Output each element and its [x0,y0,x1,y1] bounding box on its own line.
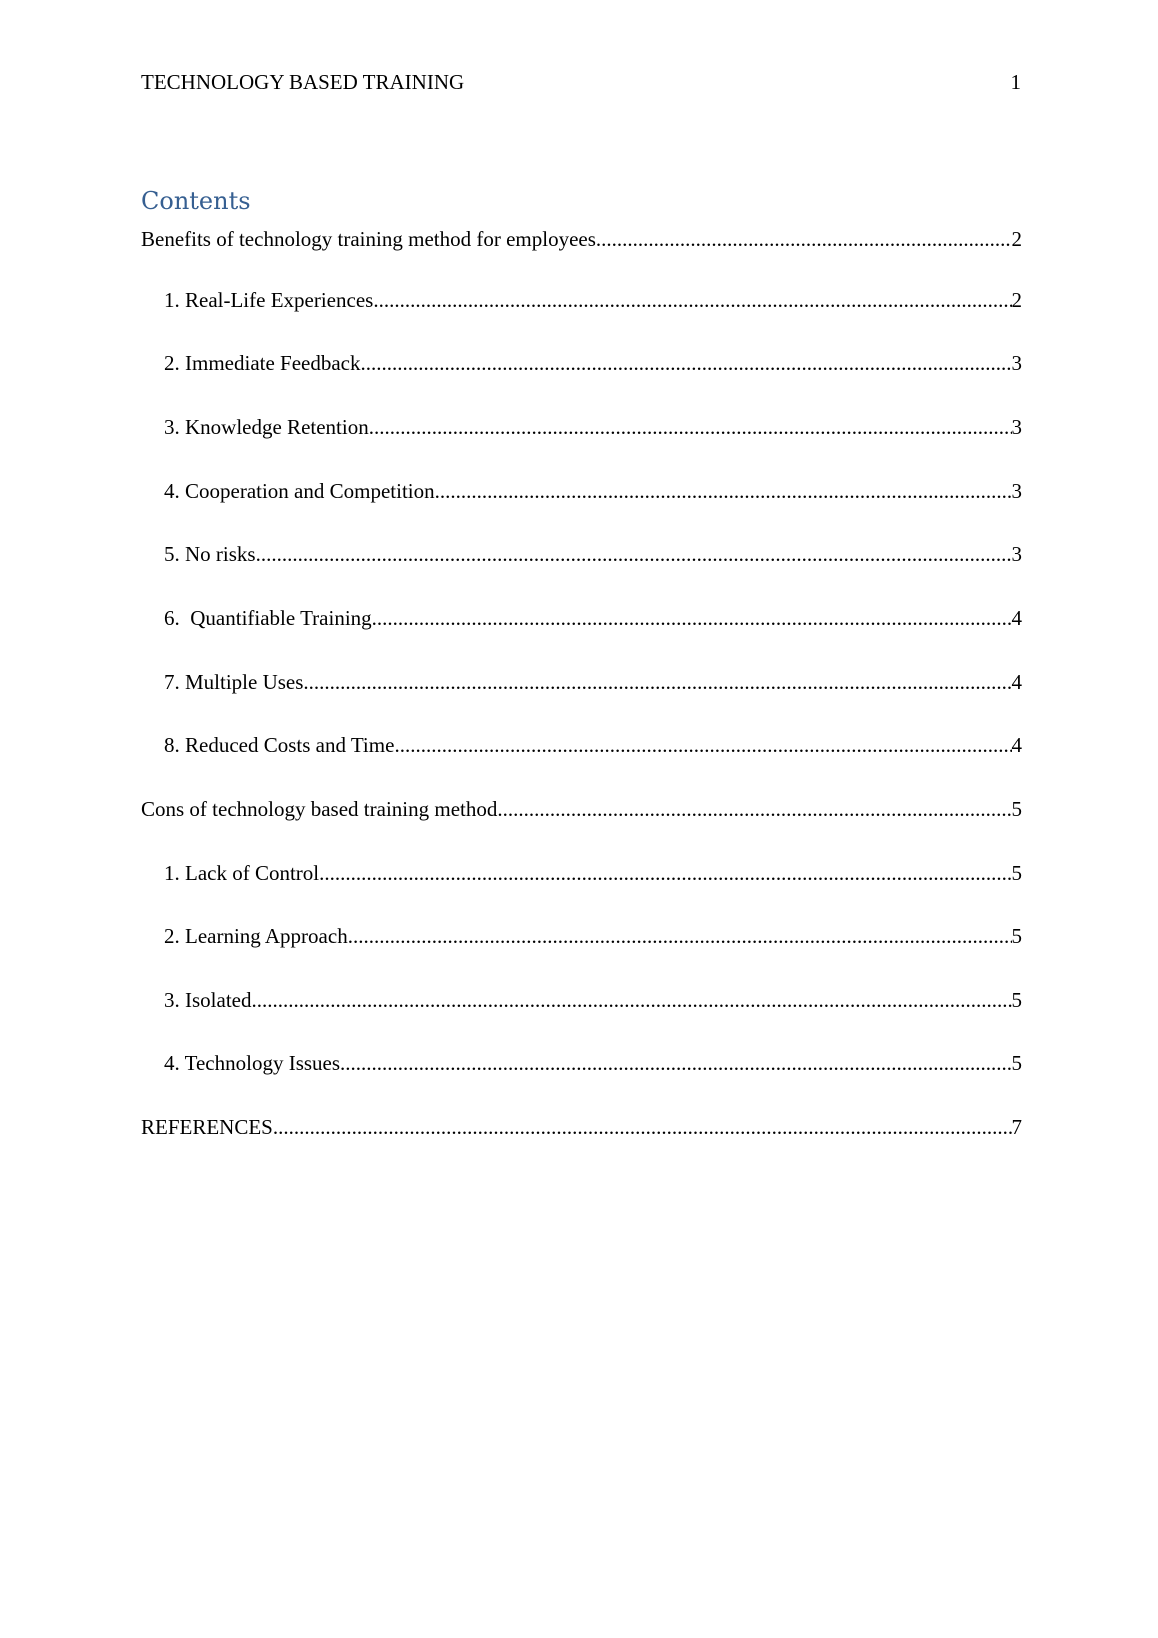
toc-entry-label: 1. Lack of Control [164,861,320,885]
toc-entry-no-risks[interactable] [164,542,1022,566]
toc-entry-quantifiable-training[interactable] [164,606,1022,630]
dot-leader [251,988,1011,1012]
dot-leader [348,924,1012,948]
toc-entry-real-life-experiences[interactable] [164,288,1022,312]
toc-entry-label: 6. Quantifiable Training [164,606,372,630]
toc-entry-page: 5 [1011,1051,1022,1075]
toc-entry-page: 4 [1011,670,1022,694]
toc-entry-page: 3 [1011,351,1022,375]
toc-entry-lack-of-control[interactable] [164,861,1022,885]
toc-entry-page: 4 [1011,606,1022,630]
toc-entry-label: 5. No risks [164,542,256,566]
page-number: 1 [1010,70,1021,94]
toc-entry-isolated[interactable] [164,988,1022,1012]
dot-leader [596,227,1012,251]
toc-entry-learning-approach[interactable] [164,924,1022,948]
toc-entry-page: 7 [1011,1115,1022,1139]
dot-leader [319,861,1011,885]
toc-entry-label: 3. Knowledge Retention [164,415,369,439]
dot-leader [303,670,1011,694]
toc-heading: Contents [141,187,251,215]
running-header-title: TECHNOLOGY BASED TRAINING [141,70,465,94]
toc-entry-benefits[interactable] [141,227,1022,251]
toc-entry-knowledge-retention[interactable] [164,415,1022,439]
toc-entry-immediate-feedback[interactable] [164,351,1022,375]
toc-entry-page: 2 [1011,288,1022,312]
dot-leader [435,479,1012,503]
dot-leader [256,542,1012,566]
toc-entry-cons[interactable] [141,797,1022,821]
toc-entry-reduced-costs-time[interactable] [164,733,1022,757]
toc-entry-multiple-uses[interactable] [164,670,1022,694]
toc-entry-page: 3 [1011,542,1022,566]
toc-entry-label: 7. Multiple Uses [164,670,304,694]
dot-leader [373,288,1011,312]
toc-entry-page: 5 [1011,988,1022,1012]
dot-leader [369,415,1012,439]
dot-leader [340,1051,1011,1075]
dot-leader [394,733,1011,757]
toc-entry-label: 1. Real-Life Experiences [164,288,374,312]
toc-entry-technology-issues[interactable] [164,1051,1022,1075]
toc-entry-label: 8. Reduced Costs and Time [164,733,395,757]
toc-entry-label: 2. Learning Approach [164,924,348,948]
toc-entry-page: 3 [1011,479,1022,503]
toc-entry-cooperation-competition[interactable] [164,479,1022,503]
toc-entry-label: Benefits of technology training method for employees [141,227,596,251]
toc-entry-page: 5 [1011,797,1022,821]
dot-leader [497,797,1011,821]
dot-leader [361,351,1012,375]
dot-leader [372,606,1012,630]
toc-entry-label: 2. Immediate Feedback [164,351,361,375]
toc-entry-page: 4 [1011,733,1022,757]
toc-entry-label: 3. Isolated [164,988,252,1012]
toc-entry-label: 4. Cooperation and Competition [164,479,435,503]
toc-entry-page: 5 [1011,861,1022,885]
dot-leader [273,1115,1012,1139]
toc-entry-label: Cons of technology based training method [141,797,498,821]
toc-entry-label: REFERENCES [141,1115,273,1139]
toc-entry-label: 4. Technology Issues [164,1051,341,1075]
toc-entry-references[interactable] [141,1115,1022,1139]
toc-entry-page: 5 [1011,924,1022,948]
toc-entry-page: 3 [1011,415,1022,439]
toc-entry-page: 2 [1011,227,1022,251]
